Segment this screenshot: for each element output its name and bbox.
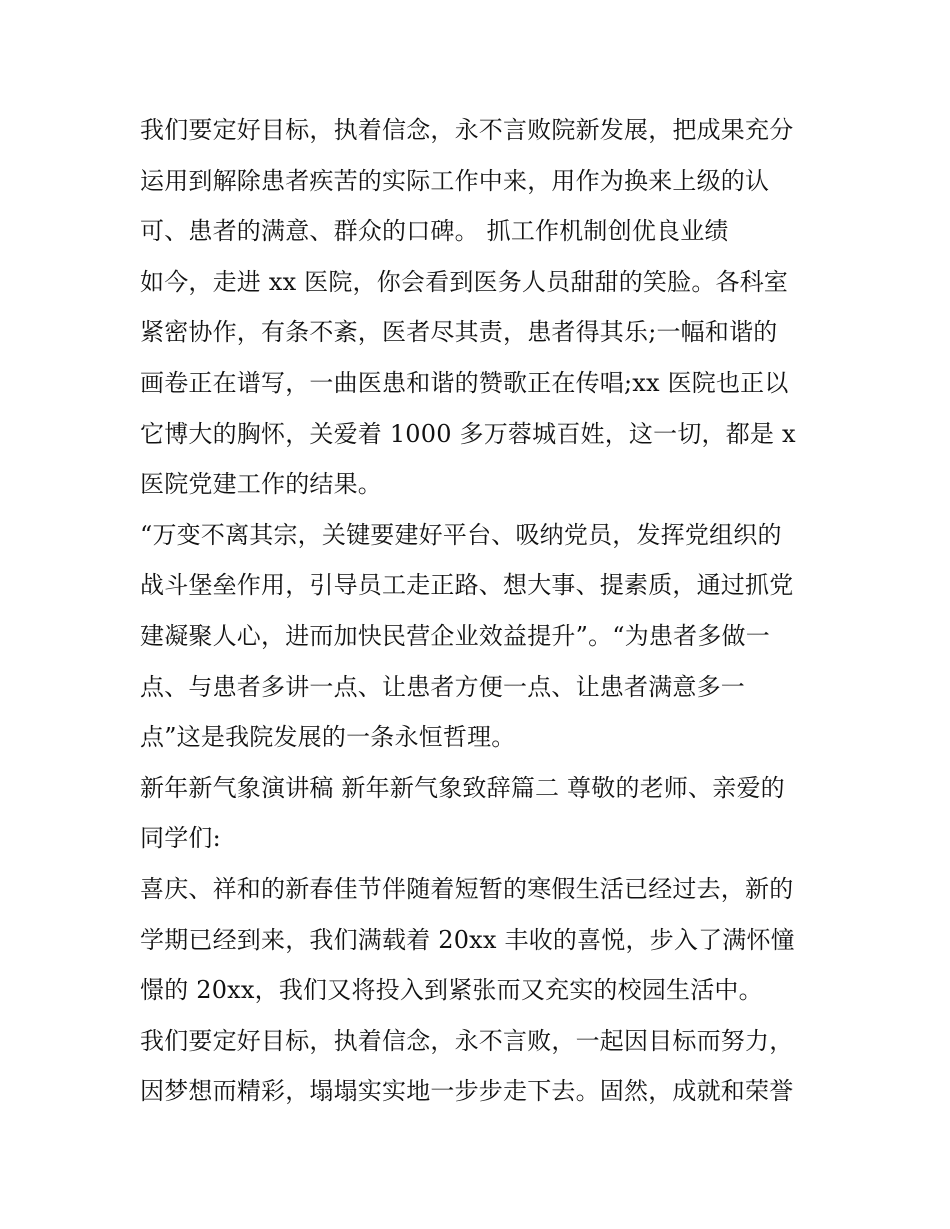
text-line: 可、患者的满意、群众的口碑。 抓工作机制创优良业绩 <box>140 217 729 246</box>
text-line: 同学们: <box>140 824 221 853</box>
text-line: 我们要定好目标，执着信念，永不言败院新发展，把成果充分 <box>140 116 794 144</box>
text-line: 点、与患者多讲一点、让患者方便一点、让患者满意多一 <box>140 672 745 701</box>
text-line: 建凝聚人心，进而加快民营企业效益提升”。“为患者多做一 <box>140 621 770 650</box>
body-text <box>140 105 820 1117</box>
text-line: 因梦想而精彩，塌塌实实地一步步走下去。固然，成就和荣誉 <box>140 1077 794 1106</box>
text-line: 点”这是我院发展的一条永恒哲理。 <box>140 723 516 752</box>
text-line: 医院党建工作的结果。 <box>140 470 382 499</box>
text-line: 喜庆、祥和的新春佳节伴随着短暂的寒假生活已经过去，新的 <box>140 874 794 903</box>
text-line: 紧密协作，有条不紊，医者尽其责，患者得其乐;一幅和谐的 <box>140 318 778 347</box>
text-line: 如今，走进 xx 医院，你会看到医务人员甜甜的笑脸。各科室 <box>140 267 789 296</box>
text-line: 画卷正在谱写，一曲医患和谐的赞歌正在传唱;xx 医院也正以 <box>140 368 789 397</box>
text-line: 战斗堡垒作用，引导员工走正路、想大事、提素质，通过抓党 <box>140 571 794 600</box>
text-line: 憬的 20xx，我们又将投入到紧张而又充实的校园生活中。 <box>140 976 763 1005</box>
text-line: 我们要定好目标，执着信念，永不言败，一起因目标而努力， <box>140 1026 794 1055</box>
text-line: 它博大的胸怀，关爱着 1000 多万蓉城百姓，这一切，都是 x <box>140 419 796 448</box>
text-line: “万变不离其宗，关键要建好平台、吸纳党员，发挥党组织的 <box>140 520 782 549</box>
text-line: 学期已经到来，我们满载着 20xx 丰收的喜悦，步入了满怀憧 <box>140 925 795 954</box>
text-line: 运用到解除患者疾苦的实际工作中来，用作为换来上级的认 <box>140 166 770 195</box>
text-line: 新年新气象演讲稿 新年新气象致辞篇二 尊敬的老师、亲爱的 <box>140 773 785 802</box>
